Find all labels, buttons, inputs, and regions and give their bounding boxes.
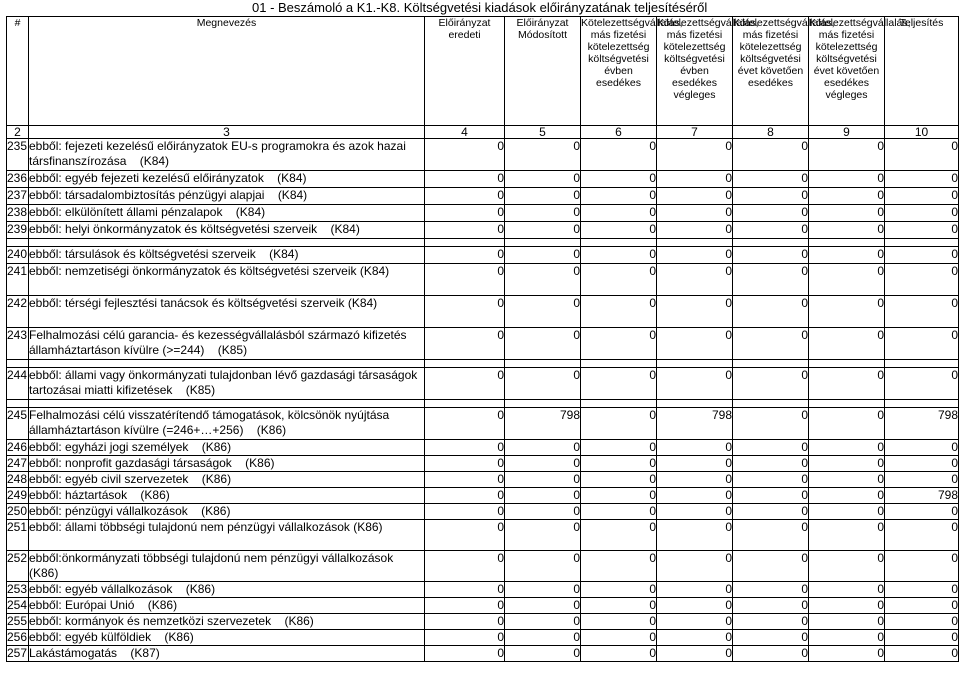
row-value: 0: [425, 504, 505, 520]
row-value: 0: [657, 222, 733, 239]
spacer-cell: [29, 239, 425, 247]
row-value: 0: [733, 247, 809, 264]
row-value: 0: [505, 614, 581, 630]
row-value: 0: [581, 408, 657, 440]
row-description: ebből: Európai Unió (K86): [29, 598, 425, 614]
spacer-cell: [425, 239, 505, 247]
row-value: 0: [581, 551, 657, 582]
table-row: [7, 488, 959, 504]
row-value: 0: [425, 472, 505, 488]
row-value: 0: [657, 264, 733, 296]
row-value: 0: [581, 368, 657, 400]
table-row: [7, 440, 959, 456]
row-value: 0: [885, 456, 959, 472]
row-value: 0: [885, 582, 959, 598]
row-description: ebből: pénzügyi vállalkozások (K86): [29, 504, 425, 520]
row-value: 0: [733, 368, 809, 400]
row-value: 0: [885, 630, 959, 646]
row-value: 0: [885, 520, 959, 551]
spacer-cell: [885, 360, 959, 368]
row-value: 798: [885, 488, 959, 504]
spacer-cell: [581, 400, 657, 408]
row-value: 0: [809, 264, 885, 296]
row-description: ebből: nemzetiségi önkormányzatok és költségvetési szerveik (K84): [29, 264, 425, 296]
row-value: 0: [505, 551, 581, 582]
table-row: [7, 614, 959, 630]
col-header-completion: Teljesítés: [885, 17, 959, 126]
row-value: 0: [505, 247, 581, 264]
row-value: 0: [425, 171, 505, 188]
row-value: 0: [425, 456, 505, 472]
row-value: 0: [657, 520, 733, 551]
row-number: 236: [7, 171, 29, 188]
column-number: 5: [505, 126, 581, 139]
row-value: 0: [733, 646, 809, 662]
col-header-name: Megnevezés: [29, 17, 425, 126]
row-value: 0: [733, 472, 809, 488]
row-value: 0: [581, 171, 657, 188]
row-value: 0: [657, 139, 733, 171]
row-value: 0: [885, 188, 959, 205]
column-number: 2: [7, 126, 29, 139]
row-description: ebből: elkülönített állami pénzalapok (K84): [29, 205, 425, 222]
row-number: 251: [7, 520, 29, 551]
row-value: 0: [657, 328, 733, 360]
table-row: [7, 472, 959, 488]
row-value: 0: [809, 504, 885, 520]
row-value: 0: [657, 488, 733, 504]
row-value: 0: [657, 551, 733, 582]
table-row: [7, 551, 959, 582]
row-value: 0: [809, 171, 885, 188]
row-value: 0: [733, 488, 809, 504]
column-number: 10: [885, 126, 959, 139]
row-value: 0: [733, 171, 809, 188]
row-value: 0: [505, 488, 581, 504]
row-value: 0: [581, 264, 657, 296]
table-row: [7, 582, 959, 598]
table-row: [7, 504, 959, 520]
row-value: 0: [581, 440, 657, 456]
row-description: ebből: társadalombiztosítás pénzügyi alapjai (K84): [29, 188, 425, 205]
row-value: 0: [425, 296, 505, 328]
row-value: 0: [885, 551, 959, 582]
row-value: 0: [581, 488, 657, 504]
row-value: 0: [505, 472, 581, 488]
row-value: 0: [505, 296, 581, 328]
row-value: 0: [505, 139, 581, 171]
row-value: 0: [733, 296, 809, 328]
spacer-cell: [29, 360, 425, 368]
row-value: 0: [733, 440, 809, 456]
spacer-cell: [657, 360, 733, 368]
row-value: 0: [809, 630, 885, 646]
spacer-cell: [885, 400, 959, 408]
row-number: 235: [7, 139, 29, 171]
table-row: [7, 630, 959, 646]
row-value: 0: [425, 264, 505, 296]
row-value: 0: [885, 222, 959, 239]
spacer-cell: [7, 239, 29, 247]
row-value: 0: [885, 328, 959, 360]
table-body: [7, 139, 959, 662]
row-value: 0: [733, 520, 809, 551]
row-value: 798: [505, 408, 581, 440]
table-row: [7, 188, 959, 205]
row-value: 0: [657, 504, 733, 520]
row-description: Lakástámogatás (K87): [29, 646, 425, 662]
spacer-cell: [809, 400, 885, 408]
row-value: 0: [505, 520, 581, 551]
row-value: 0: [581, 296, 657, 328]
row-value: 0: [581, 472, 657, 488]
table-row: [7, 171, 959, 188]
row-number: 253: [7, 582, 28, 596]
row-value: 0: [505, 188, 581, 205]
row-description: ebből: állami többségi tulajdonú nem pénzügyi vállalkozások (K86): [29, 520, 425, 551]
row-number: 248: [7, 472, 28, 486]
row-value: 0: [809, 520, 885, 551]
row-value: 0: [885, 296, 959, 328]
row-value: 0: [657, 598, 733, 614]
report-table: [6, 16, 959, 662]
spacer-cell: [425, 360, 505, 368]
col-header-commitment-due: Kötelezettségvállalás, más fizetési kötelezettség költségvetési évben esedékes: [581, 17, 657, 126]
row-description: Felhalmozási célú garancia- és kezességvállalásból származó kifizetés államháztartáson kívülre (>=244) (K85): [29, 328, 425, 360]
row-number: 240: [7, 247, 29, 264]
row-value: 0: [733, 408, 809, 440]
spacer-cell: [733, 360, 809, 368]
table-row: [7, 264, 959, 296]
row-description: ebből: helyi önkormányzatok és költségvetési szerveik (K84): [29, 222, 425, 239]
row-value: 0: [425, 488, 505, 504]
row-value: 0: [733, 205, 809, 222]
row-description: ebből: nonprofit gazdasági társaságok (K86): [29, 456, 425, 472]
row-number: 246: [7, 440, 28, 454]
row-value: 0: [505, 646, 581, 662]
spacer-cell: [7, 400, 29, 408]
row-value: 0: [733, 139, 809, 171]
spacer-cell: [581, 360, 657, 368]
row-value: 0: [809, 440, 885, 456]
row-value: 0: [657, 582, 733, 598]
col-header-original: Előirányzat eredeti: [425, 17, 505, 126]
row-value: 0: [425, 440, 505, 456]
row-value: 0: [809, 582, 885, 598]
row-number: 254: [7, 598, 28, 612]
col-header-index: #: [7, 17, 29, 126]
row-value: 0: [733, 598, 809, 614]
row-value: 0: [885, 247, 959, 264]
row-spacer: [7, 360, 959, 368]
table-row: [7, 456, 959, 472]
row-value: 0: [425, 328, 505, 360]
spacer-cell: [29, 400, 425, 408]
column-number: 3: [29, 126, 425, 139]
row-value: 0: [733, 328, 809, 360]
row-number: 247: [7, 456, 28, 470]
col-header-commitment-due-final: Kötelezettségvállalás, más fizetési kötelezettség költségvetési évben esedékes végleges: [657, 17, 733, 126]
row-value: 0: [505, 440, 581, 456]
row-value: 0: [581, 582, 657, 598]
table-row: [7, 222, 959, 239]
table-row: [7, 368, 959, 400]
row-number: 242: [7, 296, 29, 328]
row-value: 0: [657, 440, 733, 456]
row-value: 0: [505, 264, 581, 296]
row-value: 0: [581, 222, 657, 239]
row-number: 250: [7, 504, 28, 518]
row-value: 0: [733, 264, 809, 296]
spacer-cell: [7, 360, 29, 368]
table-row: [7, 408, 959, 440]
row-value: 0: [425, 598, 505, 614]
row-value: 0: [581, 646, 657, 662]
spacer-cell: [885, 239, 959, 247]
spacer-cell: [581, 239, 657, 247]
row-value: 0: [425, 205, 505, 222]
row-number: 257: [7, 646, 28, 660]
row-number: 244: [7, 368, 29, 400]
row-value: 0: [505, 582, 581, 598]
col-header-commitment-later-final: Kötelezettségvállalás, más fizetési kötelezettség költségvetési évet követően esedékes végleges: [809, 17, 885, 126]
row-value: 0: [733, 222, 809, 239]
column-number: 7: [657, 126, 733, 139]
row-value: 0: [505, 222, 581, 239]
row-value: 0: [425, 408, 505, 440]
row-value: 0: [809, 598, 885, 614]
row-value: 0: [581, 328, 657, 360]
row-value: 0: [581, 504, 657, 520]
spacer-cell: [505, 360, 581, 368]
row-description: ebből: háztartások (K86): [29, 488, 425, 504]
row-value: 0: [581, 205, 657, 222]
row-value: 0: [657, 472, 733, 488]
table-row: [7, 520, 959, 551]
row-value: 0: [809, 247, 885, 264]
row-value: 0: [657, 630, 733, 646]
row-number: 237: [7, 188, 29, 205]
row-value: 0: [809, 222, 885, 239]
row-spacer: [7, 239, 959, 247]
row-value: 0: [885, 472, 959, 488]
row-value: 0: [657, 171, 733, 188]
spacer-cell: [505, 400, 581, 408]
spacer-cell: [809, 360, 885, 368]
col-header-modified: Előirányzat Módosított: [505, 17, 581, 126]
row-value: 0: [425, 630, 505, 646]
row-number: 255: [7, 614, 28, 628]
row-value: 0: [425, 614, 505, 630]
row-value: 0: [581, 614, 657, 630]
col-header-commitment-later: Kötelezettségvállalás, más fizetési kötelezettség költségvetési évet követően esedékes: [733, 17, 809, 126]
table-row: [7, 247, 959, 264]
row-value: 0: [425, 520, 505, 551]
row-value: 0: [809, 368, 885, 400]
row-value: 0: [425, 582, 505, 598]
row-value: 0: [809, 139, 885, 171]
row-value: 0: [733, 188, 809, 205]
row-value: 0: [885, 139, 959, 171]
row-value: 798: [885, 408, 959, 440]
row-number: 241: [7, 264, 29, 296]
table-row: [7, 328, 959, 360]
column-number: 6: [581, 126, 657, 139]
row-value: 0: [657, 188, 733, 205]
row-value: 0: [657, 247, 733, 264]
spacer-cell: [809, 239, 885, 247]
row-value: 0: [733, 504, 809, 520]
row-value: 0: [733, 630, 809, 646]
row-value: 0: [581, 598, 657, 614]
row-description: ebből: egyéb külföldiek (K86): [29, 630, 425, 646]
row-value: 0: [809, 488, 885, 504]
row-value: 0: [885, 440, 959, 456]
row-description: ebből: társulások és költségvetési szerveik (K84): [29, 247, 425, 264]
row-value: 0: [657, 646, 733, 662]
spacer-cell: [505, 239, 581, 247]
row-value: 0: [425, 646, 505, 662]
row-value: 0: [657, 205, 733, 222]
row-value: 0: [809, 614, 885, 630]
title-bar: [0, 0, 960, 16]
row-value: 0: [581, 247, 657, 264]
row-value: 0: [581, 188, 657, 205]
row-number: 243: [7, 328, 29, 360]
row-value: 0: [425, 247, 505, 264]
row-value: 0: [885, 614, 959, 630]
row-value: 0: [581, 630, 657, 646]
row-value: 0: [885, 504, 959, 520]
row-value: 0: [505, 328, 581, 360]
row-value: 0: [657, 614, 733, 630]
table-row: [7, 205, 959, 222]
row-description: ebből:önkormányzati többségi tulajdonú nem pénzügyi vállalkozások (K86): [29, 551, 425, 582]
spacer-cell: [657, 239, 733, 247]
row-value: 0: [885, 598, 959, 614]
row-value: 0: [505, 630, 581, 646]
table-row: [7, 139, 959, 171]
row-value: 0: [581, 456, 657, 472]
row-value: 0: [505, 205, 581, 222]
row-value: 0: [425, 368, 505, 400]
row-value: 0: [885, 171, 959, 188]
row-value: 0: [657, 456, 733, 472]
row-number: 245: [7, 408, 29, 440]
row-value: 0: [733, 582, 809, 598]
row-value: 0: [809, 408, 885, 440]
row-description: ebből: fejezeti kezelésű előirányzatok EU-s programokra és azok hazai társfinanszírozása (K84): [29, 139, 425, 171]
row-value: 0: [885, 205, 959, 222]
row-value: 0: [505, 598, 581, 614]
row-value: 0: [425, 222, 505, 239]
row-value: 0: [809, 472, 885, 488]
row-value: 0: [809, 551, 885, 582]
row-value: 0: [885, 368, 959, 400]
row-value: 0: [809, 296, 885, 328]
row-description: ebből: állami vagy önkormányzati tulajdonban lévő gazdasági társaságok tartozásai miatti kifizetések (K85): [29, 368, 425, 400]
page-title: 01 - Beszámoló a K1.-K8. Költségvetési kiadások előirányzatának teljesítéséről: [252, 0, 708, 15]
row-value: 0: [425, 551, 505, 582]
column-number-row: [7, 126, 959, 139]
column-number: 9: [809, 126, 885, 139]
row-value: 0: [809, 646, 885, 662]
header-row: [7, 17, 959, 126]
row-value: 0: [505, 171, 581, 188]
row-value: 0: [885, 646, 959, 662]
row-value: 0: [505, 456, 581, 472]
row-number: 256: [7, 630, 28, 644]
spacer-cell: [425, 400, 505, 408]
spacer-cell: [657, 400, 733, 408]
row-description: ebből: térségi fejlesztési tanácsok és költségvetési szerveik (K84): [29, 296, 425, 328]
row-number: 252: [7, 551, 29, 582]
row-value: 0: [809, 205, 885, 222]
row-description: ebből: kormányok és nemzetközi szervezetek (K86): [29, 614, 425, 630]
row-number: 238: [7, 205, 29, 222]
row-description: ebből: egyéb vállalkozások (K86): [29, 582, 425, 598]
row-value: 0: [657, 368, 733, 400]
row-value: 0: [885, 264, 959, 296]
table-row: [7, 296, 959, 328]
row-value: 0: [657, 296, 733, 328]
row-number: 249: [7, 488, 28, 502]
row-value: 0: [505, 504, 581, 520]
row-value: 0: [581, 520, 657, 551]
row-description: ebből: egyházi jogi személyek (K86): [29, 440, 425, 456]
row-description: ebből: egyéb fejezeti kezelésű előirányzatok (K84): [29, 171, 425, 188]
row-value: 0: [733, 456, 809, 472]
row-value: 0: [425, 188, 505, 205]
spacer-cell: [733, 400, 809, 408]
row-value: 0: [809, 328, 885, 360]
row-value: 0: [809, 188, 885, 205]
column-number: 8: [733, 126, 809, 139]
table-row: [7, 598, 959, 614]
row-number: 239: [7, 222, 29, 239]
row-description: Felhalmozási célú visszatérítendő támogatások, kölcsönök nyújtása államháztartáson kívülre (=246+…+256) (K86): [29, 408, 425, 440]
table-row: [7, 646, 959, 662]
row-value: 798: [657, 408, 733, 440]
row-spacer: [7, 400, 959, 408]
row-value: 0: [733, 551, 809, 582]
row-value: 0: [425, 139, 505, 171]
row-value: 0: [809, 456, 885, 472]
row-value: 0: [581, 139, 657, 171]
row-value: 0: [733, 614, 809, 630]
spacer-cell: [733, 239, 809, 247]
column-number: 4: [425, 126, 505, 139]
row-description: ebből: egyéb civil szervezetek (K86): [29, 472, 425, 488]
row-value: 0: [505, 368, 581, 400]
